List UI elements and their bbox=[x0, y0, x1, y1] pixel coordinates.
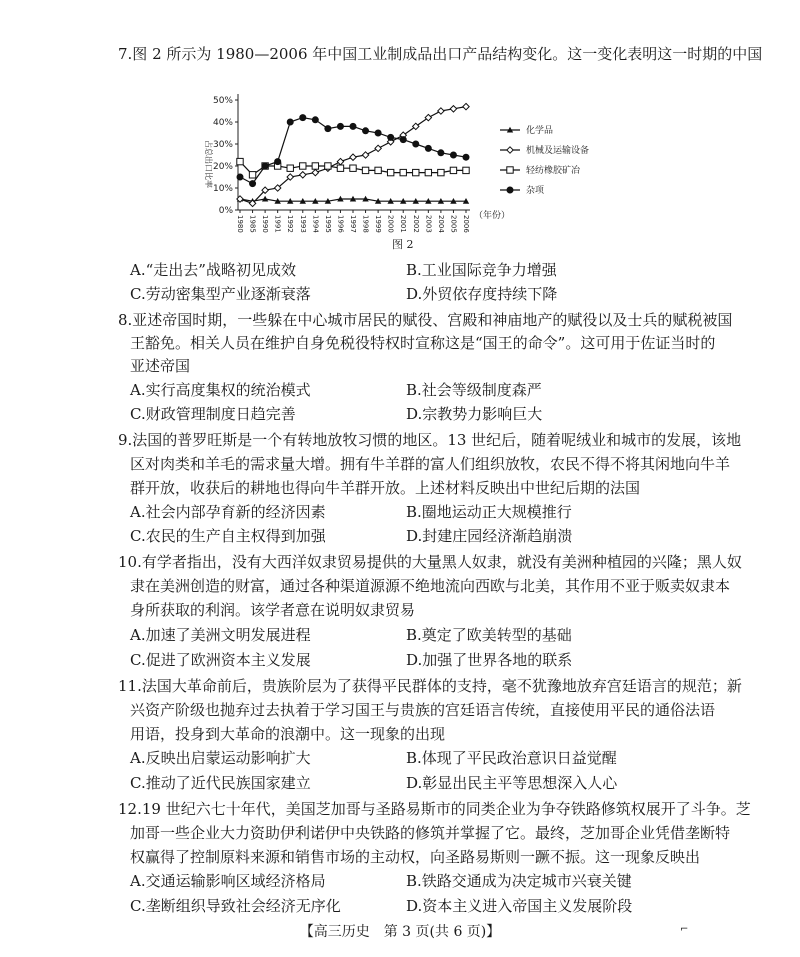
q10-line-2: 隶在美洲创造的财富，通过各种渠道源源不绝地流向西欧与北美，其作用不亚于贩卖奴隶本 bbox=[130, 577, 731, 595]
data-point bbox=[400, 136, 407, 143]
x-tick-label: 1991 bbox=[273, 215, 282, 233]
q7-option-b[interactable]: B.工业国际竞争力增强 bbox=[406, 261, 557, 279]
y-tick-label: 0% bbox=[218, 206, 233, 216]
data-point bbox=[287, 165, 293, 171]
q10-option-d[interactable]: D.加强了世界各地的联系 bbox=[406, 651, 573, 669]
legend-label: 杂项 bbox=[526, 186, 545, 196]
data-point bbox=[274, 158, 281, 165]
data-point bbox=[287, 119, 294, 126]
data-point bbox=[337, 158, 343, 164]
x-tick-label: 2004 bbox=[436, 215, 445, 233]
data-point bbox=[412, 141, 419, 148]
x-tick-label: 1997 bbox=[349, 215, 357, 233]
data-point bbox=[249, 172, 255, 178]
corner-mark: ⌐ bbox=[680, 924, 689, 935]
x-tick-label: 1999 bbox=[374, 215, 383, 233]
data-point bbox=[312, 169, 318, 175]
x-tick-label: 2000 bbox=[386, 215, 395, 233]
data-point bbox=[463, 103, 469, 109]
x-tick-label: 1990 bbox=[261, 215, 270, 233]
q12-option-d[interactable]: D.资本主义进入帝国主义发展阶段 bbox=[406, 897, 633, 915]
q11-line-3: 用语，投身到大革命的浪潮中。这一现象的出现 bbox=[130, 725, 446, 743]
q12-option-b[interactable]: B.铁路交通成为决定城市兴衰关键 bbox=[406, 872, 632, 890]
q10-option-c[interactable]: C.促进了欧洲资本主义发展 bbox=[130, 651, 311, 669]
data-point bbox=[237, 174, 244, 181]
data-point bbox=[325, 163, 331, 169]
q11-option-b[interactable]: B.体现了平民政治意识日益觉醒 bbox=[406, 749, 617, 767]
q12-line-2: 加哥一些企业大力资助伊利诺伊中央铁路的修筑并掌握了它。最终，芝加哥企业凭借垄断特 bbox=[130, 824, 731, 842]
x-tick-label: 2002 bbox=[411, 215, 420, 233]
q8-line-3: 亚述帝国 bbox=[130, 357, 191, 375]
data-point bbox=[450, 106, 456, 112]
data-point bbox=[375, 130, 382, 137]
y-tick-label: 10% bbox=[212, 184, 233, 194]
q10-line-1: 10.有学者指出，没有大西洋奴隶贸易提供的大量黑人奴隶，就没有美洲种植园的兴隆；黑人奴 bbox=[118, 553, 742, 571]
x-tick-label: 1995 bbox=[323, 215, 332, 233]
data-point bbox=[387, 134, 394, 141]
data-point bbox=[262, 163, 269, 170]
x-tick-label: 1980 bbox=[236, 215, 244, 233]
q8-line-2: 王豁免。相关人员在维护自身免税役特权时宣称这是“国王的命令”。这可用于佐证当时的 bbox=[130, 334, 716, 352]
data-point bbox=[300, 163, 306, 169]
data-point bbox=[337, 123, 344, 130]
q10-option-a[interactable]: A.加速了美洲文明发展进程 bbox=[130, 626, 311, 644]
q8-line-1: 8.亚述帝国时期，一些躲在中心城市居民的赋役、宫殿和神庙地产的赋役以及士兵的赋税被国 bbox=[118, 311, 733, 329]
data-point bbox=[324, 125, 331, 132]
y-tick-label: 40% bbox=[212, 118, 233, 128]
data-point bbox=[425, 169, 431, 175]
data-point bbox=[387, 169, 393, 175]
q7-option-c[interactable]: C.劳动密集型产业逐渐衰落 bbox=[130, 285, 311, 303]
page-footer: 【高三历史 第 3 页(共 6 页)】 bbox=[299, 924, 501, 940]
y-tick-label: 30% bbox=[212, 140, 233, 150]
q9-option-b[interactable]: B.圈地运动正大规模推行 bbox=[406, 503, 572, 521]
q9-option-a[interactable]: A.社会内部孕育新的经济因素 bbox=[130, 503, 326, 521]
q8-option-a[interactable]: A.实行高度集权的统治模式 bbox=[130, 381, 311, 399]
y-axis-label: 占总出口比率 bbox=[204, 140, 213, 188]
data-point bbox=[249, 180, 256, 187]
data-point bbox=[375, 167, 381, 173]
q12-line-1: 12.19 世纪六七十年代，美国芝加哥与圣路易斯市的同类企业为争夺铁路修筑权展开了斗争。芝 bbox=[118, 800, 751, 818]
data-point bbox=[438, 169, 444, 175]
q10-line-3: 身所获取的利润。该学者意在说明奴隶贸易 bbox=[130, 601, 416, 619]
data-point bbox=[375, 145, 381, 151]
legend-label: 化学品 bbox=[526, 126, 554, 136]
x-tick-label: 1994 bbox=[311, 215, 320, 233]
data-point bbox=[507, 147, 513, 153]
data-point bbox=[425, 145, 432, 152]
x-tick-label: 1993 bbox=[298, 215, 307, 233]
q7-chart bbox=[200, 78, 640, 242]
data-point bbox=[463, 154, 470, 161]
data-point bbox=[362, 152, 368, 158]
data-point bbox=[400, 169, 406, 175]
q12-option-c[interactable]: C.垄断组织导致社会经济无序化 bbox=[130, 897, 341, 915]
q8-option-d[interactable]: D.宗教势力影响巨大 bbox=[406, 405, 543, 423]
data-point bbox=[507, 187, 514, 194]
data-point bbox=[437, 149, 444, 156]
q11-line-1: 11.法国大革命前后，贵族阶层为了获得平民群体的支持，毫不犹豫地放弃宫廷语言的规范；新 bbox=[118, 677, 742, 695]
q9-option-d[interactable]: D.封建庄园经济渐趋崩溃 bbox=[406, 527, 573, 545]
legend-label: 轻纺橡胶矿冶 bbox=[526, 166, 581, 176]
x-tick-label: 1985 bbox=[248, 215, 257, 233]
data-point bbox=[237, 158, 243, 164]
q7-stem: 7.图 2 所示为 1980—2006 年中国工业制成品出口产品结构变化。这一变化表明这一时期的中国 bbox=[118, 45, 763, 63]
data-point bbox=[362, 167, 368, 173]
y-tick-label: 20% bbox=[212, 162, 233, 172]
q8-option-b[interactable]: B.社会等级制度森严 bbox=[406, 381, 542, 399]
q12-line-3: 权赢得了控制原料来源和销售市场的主动权，向圣路易斯则一蹶不振。这一现象反映出 bbox=[130, 848, 701, 866]
x-axis-label: （年份） bbox=[474, 211, 511, 221]
x-tick-label: 2005 bbox=[449, 215, 458, 233]
figure-label: 图 2 bbox=[392, 238, 414, 251]
q7-option-d[interactable]: D.外贸依存度持续下降 bbox=[406, 285, 558, 303]
q11-option-c[interactable]: C.推动了近代民族国家建立 bbox=[130, 774, 311, 792]
data-point bbox=[413, 169, 419, 175]
q9-line-2: 区对肉类和羊毛的需求量大增。拥有牛羊群的富人们组织放牧，农民不得不将其闲地向牛羊 bbox=[130, 455, 731, 473]
data-point bbox=[507, 167, 513, 173]
data-point bbox=[450, 152, 457, 159]
q9-line-3: 群开放，收获后的耕地也得向牛羊群开放。上述材料反映出中世纪后期的法国 bbox=[130, 479, 641, 497]
q12-option-a[interactable]: A.交通运输影响区域经济格局 bbox=[130, 872, 326, 890]
y-tick-label: 50% bbox=[212, 96, 233, 106]
x-tick-label: 1998 bbox=[361, 215, 370, 233]
data-point bbox=[438, 108, 444, 114]
data-point bbox=[350, 165, 356, 171]
data-point bbox=[362, 127, 369, 134]
export-structure-line-chart bbox=[200, 78, 640, 238]
x-tick-label: 2003 bbox=[424, 215, 433, 233]
q11-line-2: 兴资产阶级也抛弃过去执着于学习国王与贵族的宫廷语言传统，直接使用平民的通俗法语 bbox=[130, 701, 716, 719]
data-point bbox=[350, 154, 356, 160]
x-tick-label: 2006 bbox=[462, 215, 470, 233]
data-point bbox=[312, 163, 318, 169]
q7-option-a[interactable]: A.“走出去”战略初见成效 bbox=[130, 261, 296, 279]
q8-option-c[interactable]: C.财政管理制度日趋完善 bbox=[130, 405, 296, 423]
data-point bbox=[463, 167, 469, 173]
data-point bbox=[312, 116, 319, 123]
q11-option-d[interactable]: D.彰显出民主平等思想深入人心 bbox=[406, 774, 618, 792]
q10-option-b[interactable]: B.奠定了欧美转型的基础 bbox=[406, 626, 572, 644]
legend-label: 机械及运输设备 bbox=[526, 146, 590, 156]
q11-option-a[interactable]: A.反映出启蒙运动影响扩大 bbox=[130, 749, 311, 767]
x-tick-label: 1996 bbox=[336, 215, 345, 233]
q9-line-1: 9.法国的普罗旺斯是一个有转地放牧习惯的地区。13 世纪后，随着呢绒业和城市的发展，该地 bbox=[118, 431, 742, 449]
data-point bbox=[337, 165, 343, 171]
data-point bbox=[299, 114, 306, 121]
data-point bbox=[450, 167, 456, 173]
q9-option-c[interactable]: C.农民的生产自主权得到加强 bbox=[130, 527, 326, 545]
data-point bbox=[350, 123, 357, 130]
data-point bbox=[262, 196, 268, 202]
x-tick-label: 2001 bbox=[399, 215, 408, 233]
x-tick-label: 1992 bbox=[286, 215, 295, 233]
data-point bbox=[300, 172, 306, 178]
